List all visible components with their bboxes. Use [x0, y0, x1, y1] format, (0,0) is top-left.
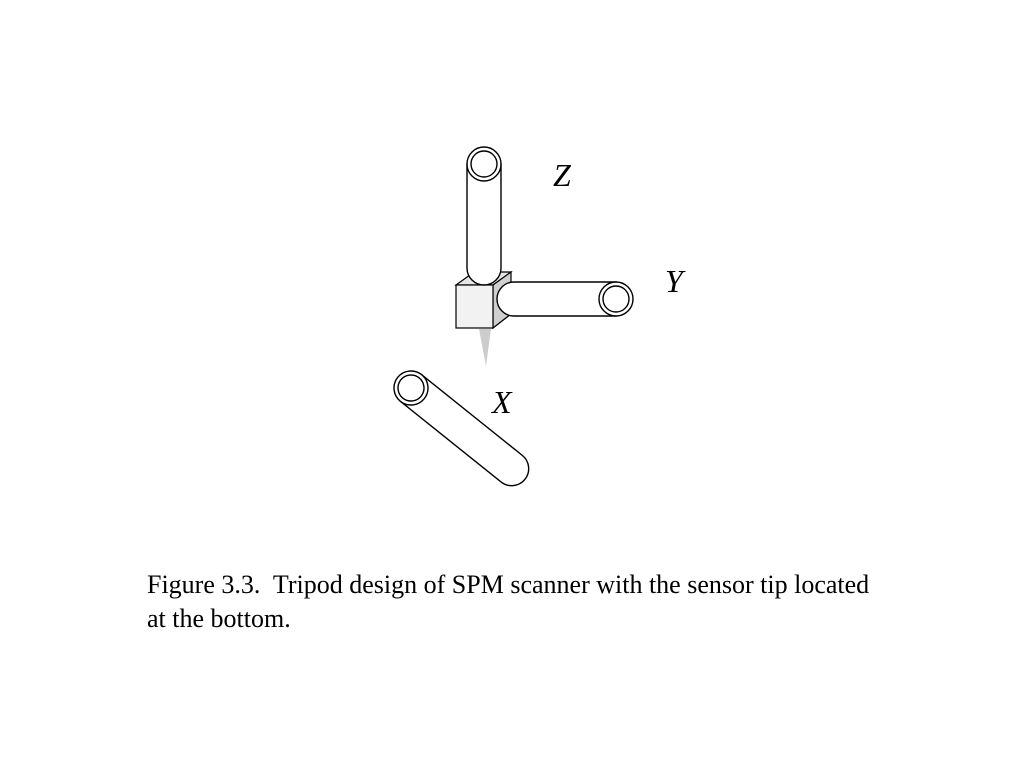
- y-tube: [497, 282, 633, 316]
- sensor-tip: [479, 329, 491, 366]
- figure-caption: [147, 568, 967, 636]
- caption-line-2: at the bottom.: [147, 604, 291, 633]
- y-axis-label: Y: [665, 263, 683, 299]
- z-axis-label: Z: [553, 157, 571, 193]
- z-tube-body: [467, 164, 501, 285]
- block-front-face: [456, 285, 493, 328]
- y-tube-end-inner: [603, 286, 629, 312]
- caption-line-1: Figure 3.3. Tripod design of SPM scanner with the sensor tip located: [147, 570, 870, 599]
- x-tube: [387, 364, 535, 492]
- z-tube-end-inner: [471, 151, 497, 177]
- x-axis-label: X: [492, 384, 512, 420]
- y-tube-body: [497, 282, 616, 316]
- z-tube: [467, 147, 501, 285]
